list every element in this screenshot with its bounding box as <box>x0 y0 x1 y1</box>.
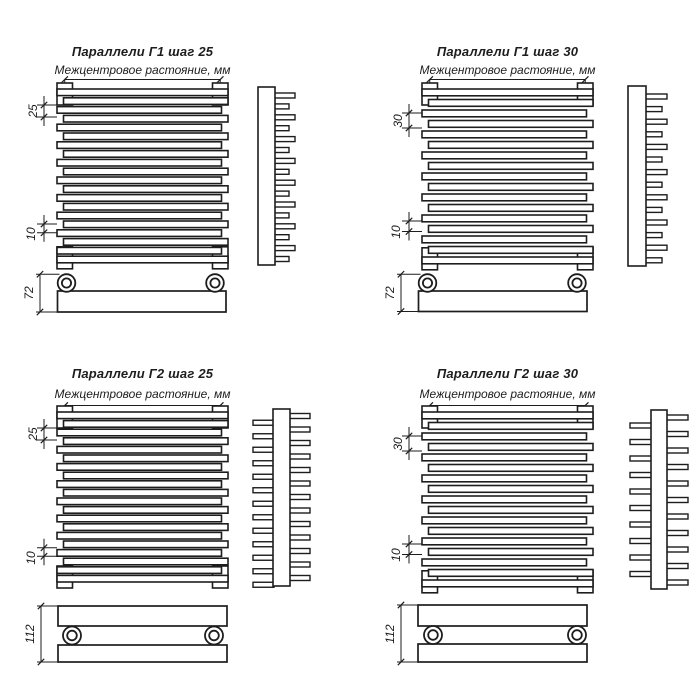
step-dimension-value: 30 <box>391 113 405 128</box>
variant-title: Параллели Г2 шаг 30 <box>436 366 579 381</box>
front-view-g2-step-30 <box>422 406 593 593</box>
center-distance-caption: Межцентровое растояние, мм <box>419 387 596 401</box>
pair-gap-dimension-value: 10 <box>389 225 403 239</box>
variant-title: Параллели Г1 шаг 25 <box>71 44 214 59</box>
step-dimension-g2-step-30 <box>402 427 422 460</box>
step-dimension-value: 25 <box>26 104 40 118</box>
depth-dimension-value: 72 <box>383 286 397 300</box>
step-dimension-g2-step-25 <box>37 419 57 449</box>
step-dimension-g1-step-30 <box>402 104 422 137</box>
center-distance-dimension-g2-step-25 <box>62 402 224 408</box>
center-distance-dimension-g2-step-30 <box>427 402 589 408</box>
center-distance-caption: Межцентровое растояние, мм <box>54 63 231 77</box>
center-distance-dimension-g1-step-25 <box>62 76 224 85</box>
pair-gap-dimension-value: 10 <box>24 227 38 242</box>
depth-dimension-value: 72 <box>22 286 36 300</box>
front-view-g1-step-30 <box>422 83 593 270</box>
bottom-view-g2-step-25 <box>58 606 227 662</box>
center-distance-caption: Межцентровое растояние, мм <box>419 63 596 77</box>
step-dimension-value: 30 <box>391 436 405 451</box>
bottom-view-g1-step-30 <box>419 274 588 311</box>
depth-dimension-value: 112 <box>23 624 37 644</box>
pair-gap-dimension-g2-step-25 <box>37 539 57 566</box>
variant-title: Параллели Г2 шаг 25 <box>71 366 214 381</box>
side-view-g1-step-30 <box>628 86 667 266</box>
pair-gap-dimension-g1-step-25 <box>37 215 57 242</box>
step-dimension-g1-step-25 <box>37 96 57 126</box>
center-distance-dimension-g1-step-30 <box>427 76 589 85</box>
center-distance-caption: Межцентровое растояние, мм <box>54 387 231 401</box>
front-view-g2-step-25 <box>57 406 228 588</box>
depth-dimension-g1-step-25 <box>36 271 60 315</box>
depth-dimension-g2-step-30 <box>397 602 420 665</box>
bottom-view-g2-step-30 <box>418 605 587 662</box>
side-view-g2-step-30 <box>630 410 688 589</box>
depth-dimension-value: 112 <box>383 623 397 644</box>
front-view-g1-step-25 <box>57 83 228 269</box>
side-view-g1-step-25 <box>258 87 295 265</box>
depth-dimension-g1-step-30 <box>397 271 421 315</box>
variant-title: Параллели Г1 шаг 30 <box>436 44 579 59</box>
bottom-view-g1-step-25 <box>58 274 227 312</box>
step-dimension-value: 25 <box>26 427 40 441</box>
pair-gap-dimension-value: 10 <box>24 551 38 565</box>
pair-gap-dimension-g2-step-30 <box>402 535 422 564</box>
pair-gap-dimension-g1-step-30 <box>402 212 422 241</box>
side-view-g2-step-25 <box>253 409 310 587</box>
depth-dimension-g2-step-25 <box>37 603 60 665</box>
pair-gap-dimension-value: 10 <box>389 548 403 562</box>
